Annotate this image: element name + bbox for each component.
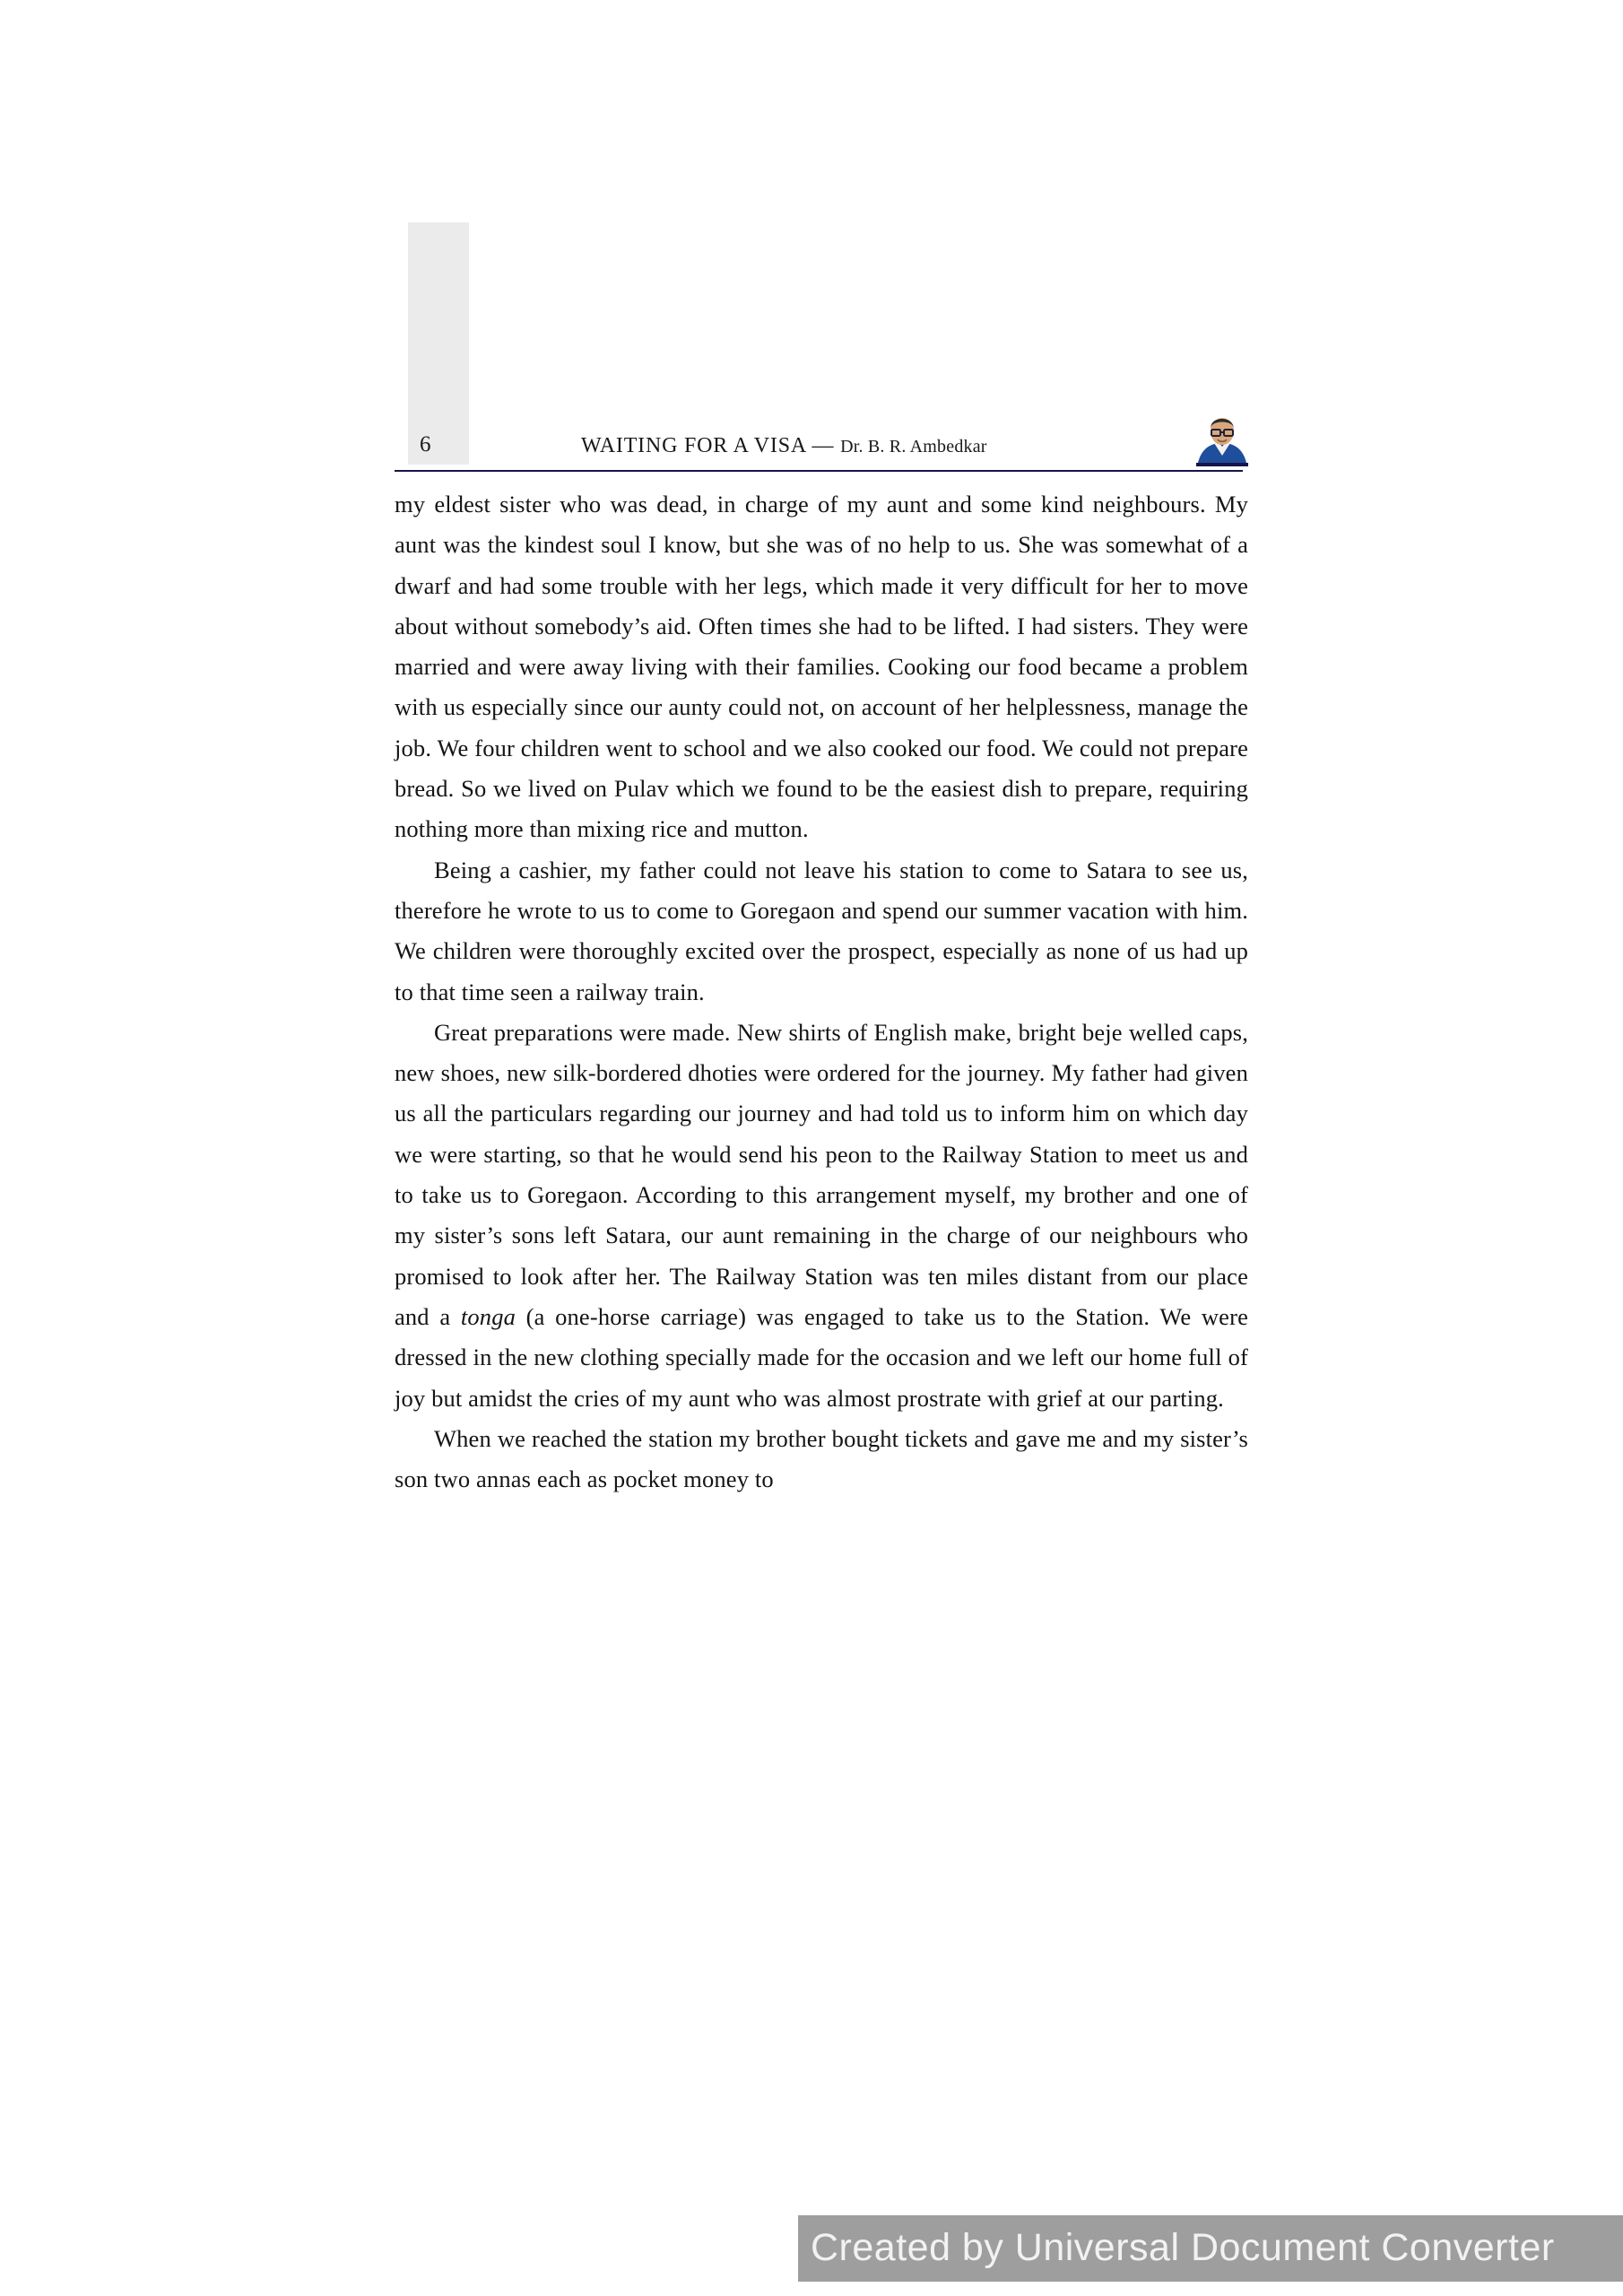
- paragraph-3-italic-term: tonga: [460, 1302, 516, 1330]
- watermark-banner: [798, 2215, 1623, 2282]
- body-text: [395, 484, 1248, 1500]
- running-head: [395, 430, 1243, 472]
- paragraph-4: When we reached the station my brother bought tickets and gave me and my sister’s son two annas each as pocket money to: [395, 1424, 1248, 1493]
- running-head-separator: —: [805, 434, 841, 457]
- running-head-title: WAITING FOR A VISA: [581, 434, 806, 457]
- paragraph-1: my eldest sister who was dead, in charge of my aunt and some kind neighbours. My aunt was the kindest soul I know, but she was of no help to us. She was somewhat of a dwarf and had some trouble with her legs, which made it very difficult for her to move about without somebody’s aid. Often times she had to be lifted. I had sisters. They were married and were away living with their families. Cooking our food became a problem with us especially since our aunty could not, on account of her helplessness, manage the job. We four children went to school and we also cooked our food. We could not prepare bread. So we lived on Pulav which we found to be the easiest dish to prepare, requiring nothing more than mixing rice and mutton.: [395, 491, 1248, 843]
- paragraph-3-part-2: (a one-horse carriage) was engaged to take us to the Station. We were dressed in the new clothing specially made for the occasion and we left our home full of joy but amidst the cries of my aunt who was almost prostrate with grief at our parting.: [395, 1302, 1248, 1412]
- page-number: 6: [420, 432, 431, 457]
- header-rule: [395, 470, 1243, 472]
- running-head-text: [581, 434, 987, 458]
- running-head-author: Dr. B. R. Ambedkar: [840, 437, 987, 457]
- watermark-text: Created by Universal Document Converter: [811, 2226, 1555, 2269]
- author-portrait-icon: [1193, 414, 1252, 470]
- paragraph-2: Being a cashier, my father could not leave his station to come to Satara to see us, therefore he wrote to us to come to Goregaon and spend our summer vacation with him. We children were thoroughly excited over the prospect, especially as none of us had up to that time seen a railway train.: [395, 856, 1248, 1005]
- gutter-shadow-bar: [408, 222, 469, 465]
- paragraph-3: [395, 1013, 1248, 1419]
- paragraph-3-part-1: Great preparations were made. New shirts of English make, bright beje welled caps, new shoes, new silk-bordered dhoties were ordered for the journey. My father had given us all the particulars regarding our journey and had told us to inform him on which day we were starting, so that he would send his peon to the Railway Station to meet us and to take us to Goregaon. According to this arrangement myself, my brother and one of my sister’s sons left Satara, our aunt remaining in the charge of our neighbours who promised to look after her. The Railway Station was ten miles distant from our place and a: [395, 1018, 1248, 1330]
